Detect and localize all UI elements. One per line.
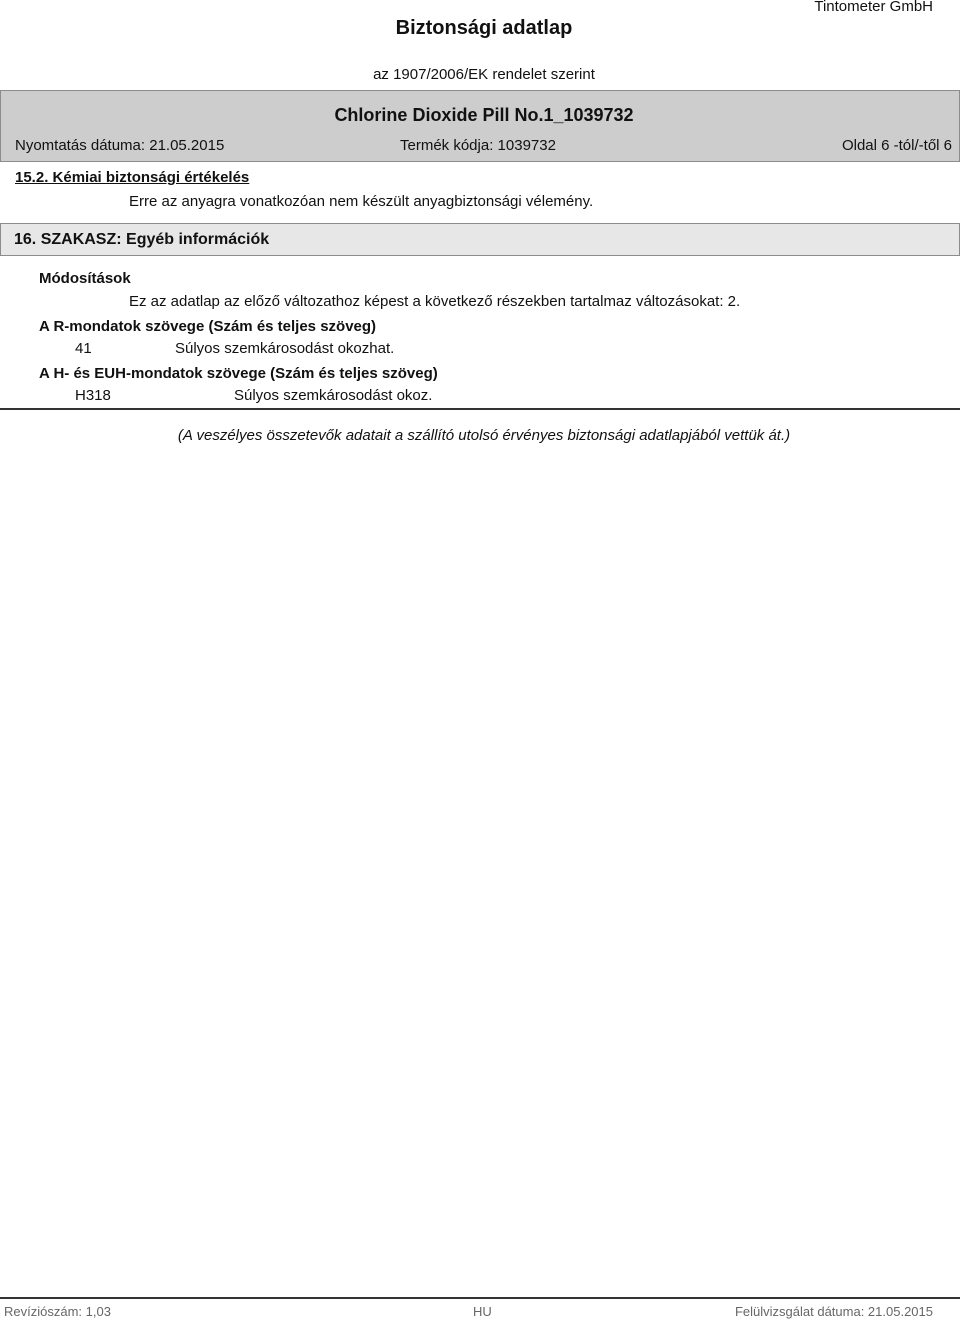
source-note: (A veszélyes összetevők adatait a szállító utolsó érvényes biztonsági adatlapjából vettük át.) [177, 427, 791, 444]
footer-divider [0, 1297, 960, 1299]
revision-number: Revíziószám: 1,03 [4, 1304, 111, 1319]
document-title: Biztonsági adatlap [395, 17, 573, 39]
subsection-heading-15-2: 15.2. Kémiai biztonsági értékelés [15, 169, 250, 186]
modifications-heading: Módosítások [39, 270, 131, 287]
h-phrase-code: H318 [75, 387, 111, 404]
language-code: HU [473, 1304, 492, 1319]
company-name: Tintometer GmbH [814, 0, 933, 15]
modifications-text: Ez az adatlap az előző változathoz képest a következő részekben tartalmaz változásokat: 2. [129, 293, 741, 310]
section-16-title: 16. SZAKASZ: Egyéb információk [14, 231, 270, 248]
chemical-safety-assessment-text: Erre az anyagra vonatkozóan nem készült anyagbiztonsági vélemény. [129, 193, 594, 210]
r-phrase-text: Súlyos szemkárosodást okozhat. [175, 340, 395, 357]
product-code: Termék kódja: 1039732 [400, 137, 556, 154]
page-number: Oldal 6 -tól/-től 6 [841, 137, 952, 154]
review-date: Felülvizsgálat dátuma: 21.05.2015 [734, 1304, 933, 1319]
r-phrases-heading: A R-mondatok szövege (Szám és teljes szöveg) [39, 318, 377, 335]
r-phrase-code: 41 [75, 340, 92, 357]
regulation-reference: az 1907/2006/EK rendelet szerint [373, 66, 595, 83]
product-name: Chlorine Dioxide Pill No.1_1039732 [334, 105, 634, 125]
h-phrases-heading: A H- és EUH-mondatok szövege (Szám és teljes szöveg) [39, 365, 438, 382]
h-phrase-text: Súlyos szemkárosodást okoz. [234, 387, 433, 404]
print-date: Nyomtatás dátuma: 21.05.2015 [15, 137, 225, 154]
section-divider [0, 408, 960, 410]
